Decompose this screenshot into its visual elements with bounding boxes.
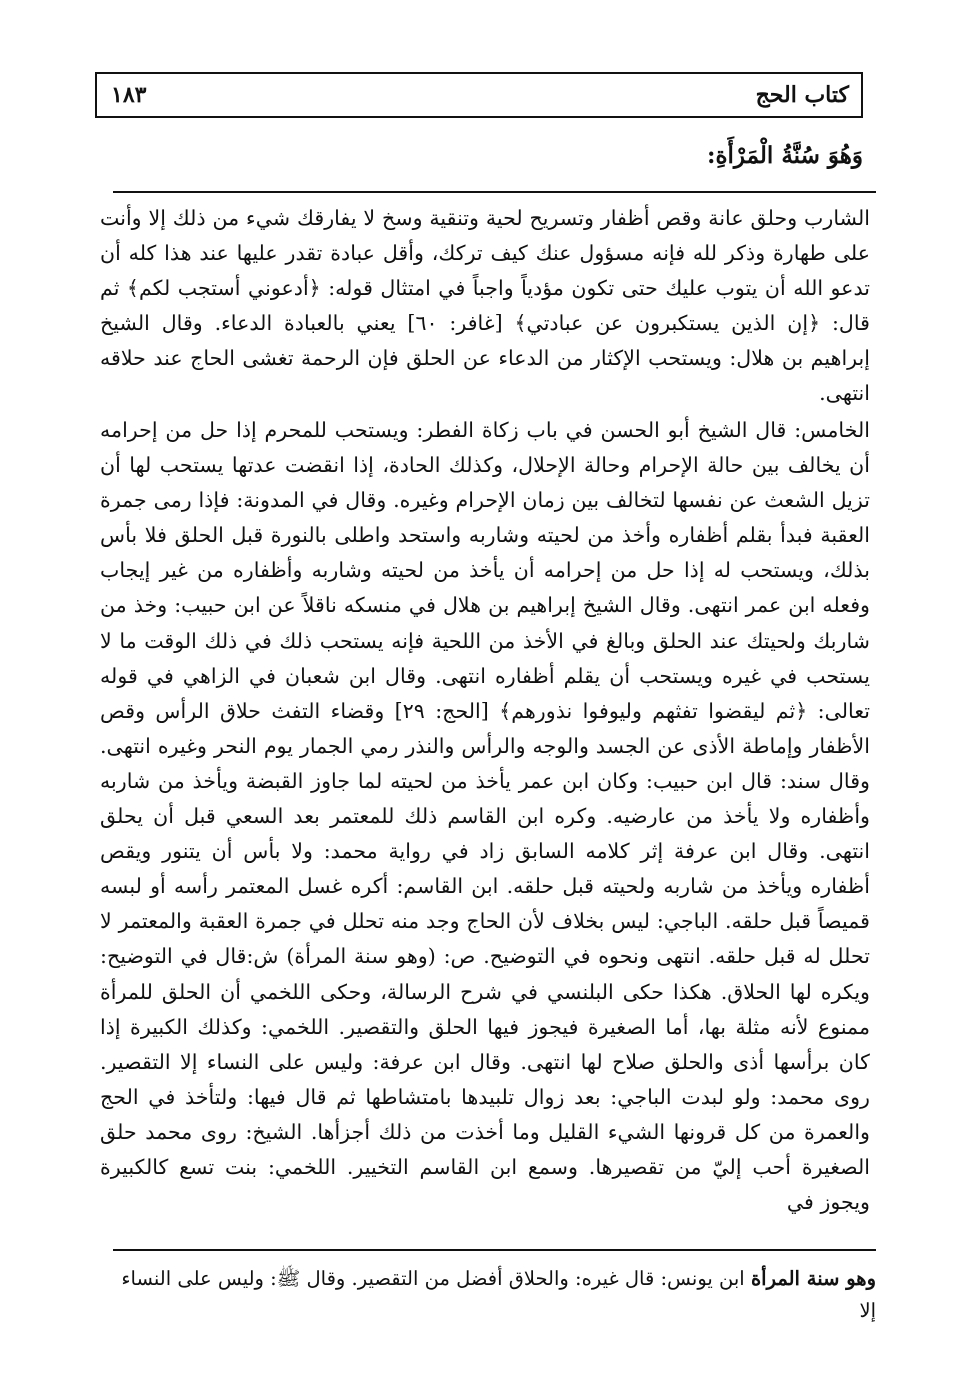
running-header bbox=[95, 72, 863, 118]
footnote-lead: وهو سنة المرأة bbox=[750, 1267, 876, 1290]
commentary-paragraph-2: الخامس: قال الشيخ أبو الحسن في باب زكاة الفطر: ويستحب للمحرم إذا حل من إحرامه أن يخالف بين حالة الإحرام وحالة الإحلال، وكذلك الحادة، إذا انقضت عدتها يستحب لها أن تزيل الشعث عن نفسها لتخالف بين زمان الإحرام وغيره. وقال في المدونة: فإذا رمى جمرة العقبة فبدأ بقلم أظفاره وأخذ من لحيته وشاربه واستحد واطلى بالنورة قبل الحلق فلا بأس بذلك، ويستحب له إذا حل من إحرامه أن يأخذ من لحيته وشاربه وأظفاره من غير إيجاب وفعله ابن عمر انتهى. وقال الشيخ إبراهيم بن هلال في منسكه ناقلاً عن ابن حبيب: وخذ من شاربك ولحيتك عند الحلق وبالغ في الأخذ من اللحية فإنه يستحب ذلك في ذلك الوقت ما لا يستحب في غيره ويستحب أن يقلم أظفاره انتهى. وقال ابن شعبان في الزاهي في قوله تعالى: ﴿ثم ليقضوا تفثهم وليوفوا نذورهم﴾ [الحج: ٢٩] وقضاء التفث حلاق الرأس وقص الأظفار وإماطة الأذى عن الجسد والوجه والرأس والنذر رمي الجمار يوم النحر وغيره انتهى. وقال سند: قال ابن حبيب: وكان ابن عمر يأخذ من لحيته لما جاوز القبضة ويأخذ من شاربه وأظفاره ولا يأخذ من عارضيه. وكره ابن القاسم ذلك للمعتمر بعد السعي قبل أن يحلق انتهى. وقال ابن عرفة إثر كلامه السابق زاد في رواية محمد: ولا بأس أن يتنور ويقص أظفاره ويأخذ من شاربه ولحيته قبل حلقه. ابن القاسم: أكره غسل المعتمر رأسه أو لبسه قميصاً قبل حلقه. الباجي: ليس بخلاف لأن الحاج وجد منه تحلل في جمرة العقبة والمعتمر لا تحلل له قبل حلقه. انتهى ونحوه في التوضيح. ص: (وهو سنة المرأة) ش:قال في التوضيح: ويكره لها الحلاق. هكذا حكى البلنسي في شرح الرسالة، وحكى اللخمي أن الحلق للمرأة ممنوع لأنه مثلة بها، أما الصغيرة فيجوز فيها الحلق والتقصير. اللخمي: وكذلك الكبيرة إذا كان برأسها أذى والحلق صلاح لها انتهى. وقال ابن عرفة: وليس على النساء إلا التقصير. روى محمد: ولو لبدت الباجي: بعد زوال تلبيدها بامتشاطها ثم قال فيها: ولتأخذ في الحج والعمرة من كل قرونها الشيء القليل وما أخذت من ذلك أجزأها. الشيخ: روى محمد حلق الصغيرة أحب إليّ من تقصيرها. وسمع ابن القاسم التخيير. اللخمي: بنت تسع كالكبيرة ويجوز في bbox=[100, 418, 870, 1215]
matn-heading: وَهُوَ سُنَّةُ الْمَرْأَةِ: bbox=[707, 142, 863, 169]
page-number: ١٨٣ bbox=[111, 82, 147, 108]
commentary-paragraph-1: الشارب وحلق عانة وقص أظفار وتسريح لحية وتنقية وسخ لا يفارقك شيء من ذلك إلا وأنت على طهارة وذكر لله فإنه مسؤول عنك كيف تركك، وأقل عبادة تقدر عليها عند هذا كله أن تدعو الله أن يتوب عليك حتى تكون مؤدياً واجباً في امتثال قوله: ﴿أدعوني أستجب لكم﴾ ثم قال: ﴿إن الذين يستكبرون عن عبادتي﴾ [غافر: ٦٠] يعني بالعبادة الدعاء. وقال الشيخ إبراهيم بن هلال: ويستحب الإكثار من الدعاء عن الحلق فإن الرحمة تغشى الحاج عند حلاقه انتهى. bbox=[100, 206, 870, 406]
footnote-text: ابن يونس: قال غيره: والحلاق أفضل من التقصير. وقال ﷺ: وليس على النساء إلا bbox=[121, 1267, 876, 1322]
footnote bbox=[100, 1263, 876, 1327]
matn-divider bbox=[113, 191, 876, 193]
footnote-divider bbox=[113, 1249, 876, 1251]
book-title: كتاب الحج bbox=[755, 82, 849, 108]
